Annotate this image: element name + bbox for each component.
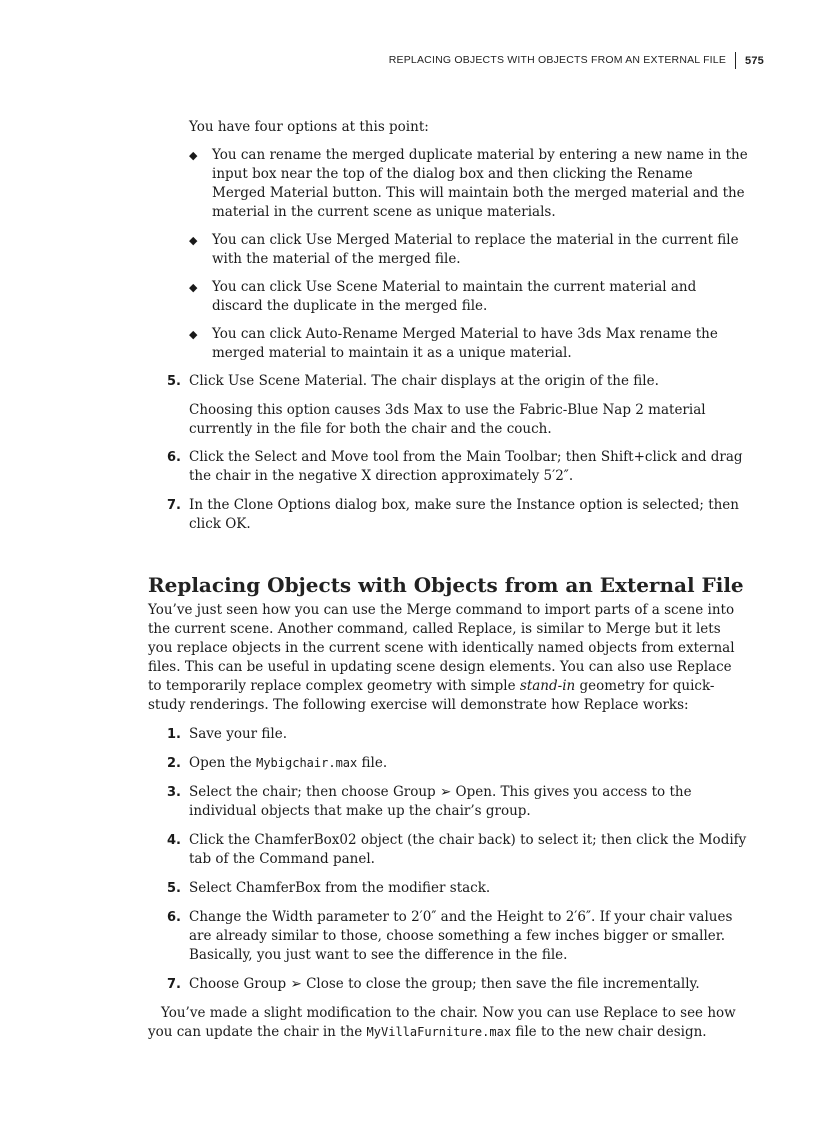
filename: Mybigchair.max (256, 756, 358, 770)
step-number: 5. (167, 881, 181, 896)
option-item (148, 278, 748, 316)
step-number: 6. (167, 910, 181, 925)
paragraph-text: You’ve made a slight modification to the chair. Now you can use Replace to see how you can update the chair in the (148, 1005, 736, 1040)
step-item (148, 908, 748, 965)
diamond-bullet-icon: ◆ (189, 149, 198, 162)
step-text: In the Clone Options dialog box, make sure the Instance option is selected; then click OK. (189, 497, 739, 532)
step-item (148, 448, 748, 486)
option-text: You can rename the merged duplicate material by entering a new name in the input box near the top of the dialog box and then clicking the Rename Merged Material button. This will maintain both the merged material and the material in the current scene as unique materials. (212, 147, 748, 220)
closing-paragraph (148, 1004, 748, 1042)
diamond-bullet-icon: ◆ (189, 328, 198, 341)
step-item (148, 496, 748, 534)
running-header (389, 52, 764, 69)
step-number: 3. (167, 785, 181, 800)
step-text: Open the (189, 755, 252, 771)
diamond-bullet-icon: ◆ (189, 234, 198, 247)
running-title: REPLACING OBJECTS WITH OBJECTS FROM AN EXTERNAL FILE (389, 52, 736, 69)
paragraph-text: file to the new chair design. (515, 1024, 707, 1040)
option-text: You can click Auto-Rename Merged Material to have 3ds Max rename the merged material to maintain it as a unique material. (212, 326, 718, 361)
step-text: file. (361, 755, 388, 771)
step-number: 7. (167, 498, 181, 513)
option-item (148, 231, 748, 269)
option-text: You can click Use Scene Material to maintain the current material and discard the duplicate in the merged file. (212, 279, 697, 314)
section-heading: Replacing Objects with Objects from an External File (148, 573, 744, 597)
diamond-bullet-icon: ◆ (189, 281, 198, 294)
paragraph-text: You’ve just seen how you can use the Merge command to import parts of a scene into the current scene. Another command, called Replace, is similar to Merge but it lets you replace objects in the current scene with identically named objects from external files. This can be useful in updating scene design elements. You can also use Replace to temporarily replace complex geometry with simple (148, 602, 735, 694)
emphasis: stand-in (519, 678, 576, 694)
step-item (148, 879, 748, 898)
section-paragraph (148, 601, 748, 715)
step-number: 4. (167, 833, 181, 848)
step-item (148, 783, 748, 821)
step-item (148, 372, 748, 391)
filename: MyVillaFurniture.max (366, 1025, 512, 1039)
step-text: Change the Width parameter to 2′0″ and the Height to 2′6″. If your chair values are already similar to those, choose something a few inches bigger or smaller. Basically, you just want to see the difference in the file. (189, 909, 733, 963)
step-item (148, 725, 748, 744)
step-number: 2. (167, 756, 181, 771)
step-text: Select ChamferBox from the modifier stack. (189, 880, 491, 896)
step-text: Save your file. (189, 726, 288, 742)
step-text: Click the Select and Move tool from the Main Toolbar; then Shift+click and drag the chair in the negative X direction approximately 5′2″. (189, 449, 743, 484)
step-number: 1. (167, 727, 181, 742)
step-text: Click Use Scene Material. The chair displays at the origin of the file. (189, 373, 659, 389)
option-item (148, 146, 748, 222)
option-item (148, 325, 748, 363)
step-item (148, 754, 748, 773)
option-text: You can click Use Merged Material to replace the material in the current file with the material of the merged file. (212, 232, 739, 267)
page-number: 575 (745, 54, 764, 67)
step-number: 6. (167, 450, 181, 465)
paragraph-text: geometry for quick-study renderings. The following exercise will demonstrate how Replace works: (148, 678, 715, 713)
step-number: 7. (167, 977, 181, 992)
step-text: Choose Group ➢ Close to close the group; then save the file incrementally. (189, 976, 700, 992)
step-number: 5. (167, 374, 181, 389)
step-text: Select the chair; then choose Group ➢ Open. This gives you access to the individual objects that make up the chair’s group. (189, 784, 692, 819)
step-item (148, 831, 748, 869)
options-intro: You have four options at this point: (189, 119, 429, 135)
step-note: Choosing this option causes 3ds Max to use the Fabric-Blue Nap 2 material currently in the file for both the chair and the couch. (189, 402, 706, 437)
step-item (148, 975, 748, 994)
step-text: Click the ChamferBox02 object (the chair back) to select it; then click the Modify tab of the Command panel. (189, 832, 747, 867)
page-body (148, 118, 748, 1052)
